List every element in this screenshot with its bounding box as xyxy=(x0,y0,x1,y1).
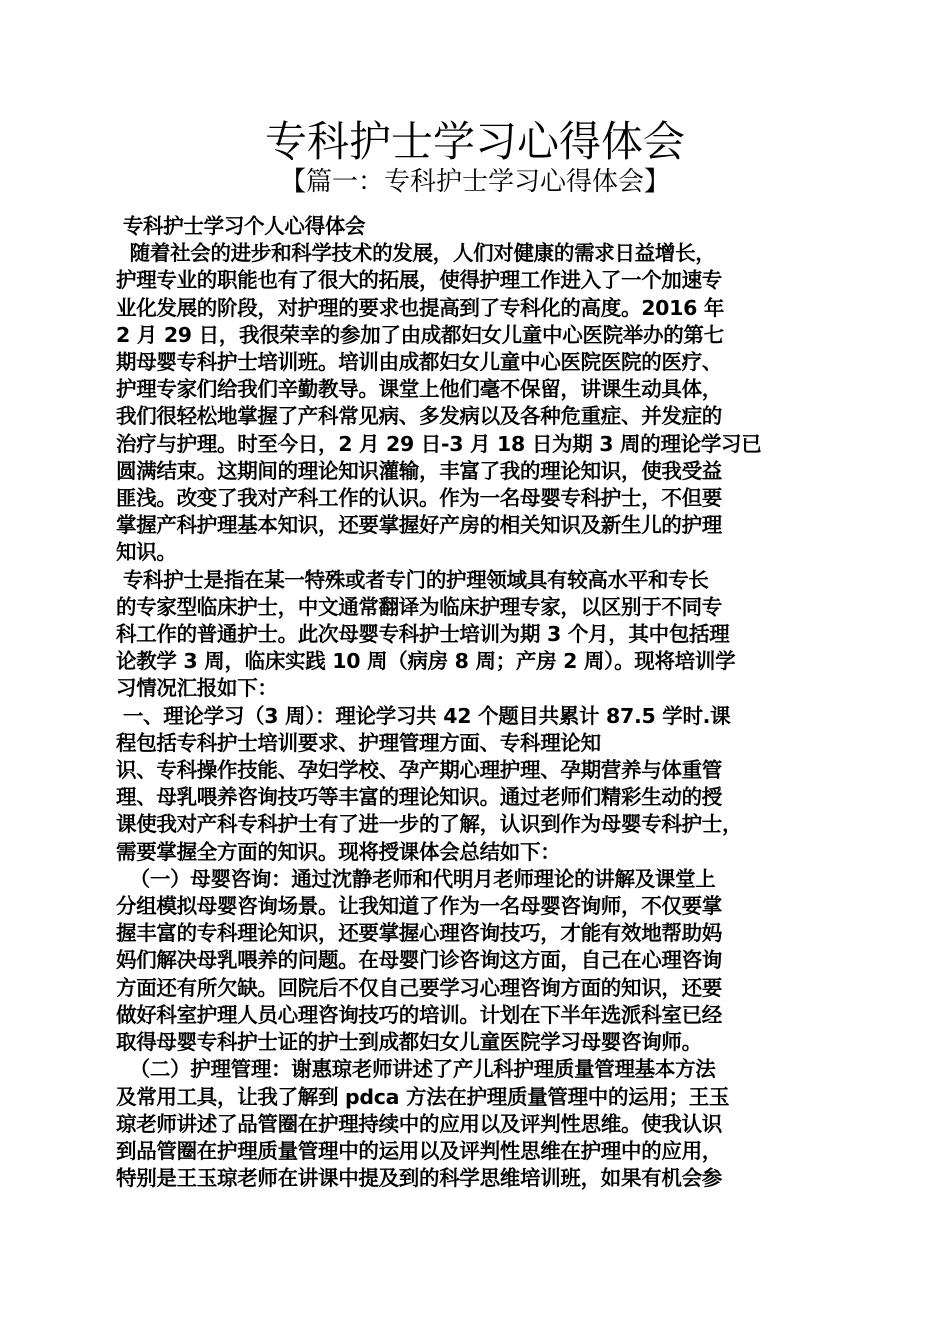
body-text-line: 我们很轻松地掌握了产科常见病、多发病以及各种危重症、并发症的 xyxy=(116,404,722,429)
body-text-line: 一、理论学习（3 周）：理论学习共 42 个题目共累计 87.5 学时.课 xyxy=(116,703,731,728)
body-text-line: 分组模拟母婴咨询场景。让我知道了作为一名母婴咨询师，不仅要掌 xyxy=(116,894,722,919)
body-text-line: 识、专科操作技能、孕妇学校、孕产期心理护理、孕期营养与体重管 xyxy=(116,758,722,783)
document-subtitle: 【篇一：专科护士学习心得体会】 xyxy=(279,167,670,197)
body-text-line: 论教学 3 周，临床实践 10 周（病房 8 周；产房 2 周）。现将培训学 xyxy=(116,649,736,674)
document-body xyxy=(116,213,856,1192)
body-text-line: 治疗与护理。时至今日，2 月 29 日-3 月 18 日为期 3 周的理论学习已 xyxy=(116,431,762,456)
body-text-line: 方面还有所欠缺。回院后不仅自己要学习心理咨询方面的知识，还要 xyxy=(116,975,722,1000)
body-text-line: （一）母婴咨询：通过沈静老师和代明月老师理论的讲解及课堂上 xyxy=(116,866,716,891)
body-text-line: 的专家型临床护士，中文通常翻译为临床护理专家，以区别于不同专 xyxy=(116,594,722,619)
body-text-line: 妈们解决母乳喂养的问题。在母婴门诊咨询这方面，自己在心理咨询 xyxy=(116,948,722,973)
body-text-line: 握丰富的专科理论知识，还要掌握心理咨询技巧，才能有效地帮助妈 xyxy=(116,921,722,946)
body-text-line: 2 月 29 日，我很荣幸的参加了由成都妇女儿童中心医院举办的第七 xyxy=(116,322,724,347)
document-title: 专科护士学习心得体会 xyxy=(264,117,685,166)
body-text-line: 程包括专科护士培训要求、护理管理方面、专科理论知 xyxy=(116,730,601,755)
body-text-line: 到品管圈在护理质量管理中的运用以及评判性思维在护理中的应用， xyxy=(116,1138,722,1163)
body-text-line: 习情况汇报如下： xyxy=(116,676,278,701)
body-text-line: 课使我对产科专科护士有了进一步的了解，认识到作为母婴专科护士， xyxy=(116,812,743,837)
body-text-line: 知识。 xyxy=(116,540,177,565)
body-text-line: 特别是王玉琼老师在讲课中提及到的科学思维培训班，如果有机会参 xyxy=(116,1166,722,1191)
body-text-line: 需要掌握全方面的知识。现将授课体会总结如下： xyxy=(116,839,561,864)
body-text-line: 匪浅。改变了我对产科工作的认识。作为一名母婴专科护士，不但要 xyxy=(116,486,722,511)
body-text-line: 琼老师讲述了品管圈在护理持续中的应用以及评判性思维。使我认识 xyxy=(116,1111,722,1136)
body-text-line: 业化发展的阶段，对护理的要求也提高到了专科化的高度。2016 年 xyxy=(116,295,725,320)
body-text-line: 掌握产科护理基本知识，还要掌握好产房的相关知识及新生儿的护理 xyxy=(116,513,722,538)
body-text-line: 圆满结束。这期间的理论知识灌输，丰富了我的理论知识，使我受益 xyxy=(116,458,722,483)
body-text-line: （二）护理管理：谢惠琼老师讲述了产儿科护理质量管理基本方法 xyxy=(116,1057,716,1082)
body-text-line: 做好科室护理人员心理咨询技巧的培训。计划在下半年选派科室已经 xyxy=(116,1002,722,1027)
body-text-line: 护理专家们给我们辛勤教导。课堂上他们毫不保留，讲课生动具体， xyxy=(116,377,722,402)
body-text-line: 护理专业的职能也有了很大的拓展，使得护理工作进入了一个加速专 xyxy=(116,268,722,293)
body-text-line: 取得母婴专科护士证的护士到成都妇女儿童医院学习母婴咨询师。 xyxy=(116,1030,702,1055)
body-text-line: 科工作的普通护士。此次母婴专科护士培训为期 3 个月，其中包括理 xyxy=(116,622,730,647)
body-text-line: 专科护士学习个人心得体会 xyxy=(116,214,366,238)
body-text-line: 及常用工具，让我了解到 pdca 方法在护理质量管理中的运用；王玉 xyxy=(116,1084,730,1109)
body-text-line: 理、母乳喂养咨询技巧等丰富的理论知识。通过老师们精彩生动的授 xyxy=(116,785,722,810)
body-text-line: 期母婴专科护士培训班。培训由成都妇女儿童中心医院医院的医疗、 xyxy=(116,350,722,375)
body-text-line: 专科护士是指在某一特殊或者专门的护理领域具有较高水平和专长 xyxy=(116,567,709,592)
body-text-line: 随着社会的进步和科学技术的发展，人们对健康的需求日益增长， xyxy=(116,241,716,266)
